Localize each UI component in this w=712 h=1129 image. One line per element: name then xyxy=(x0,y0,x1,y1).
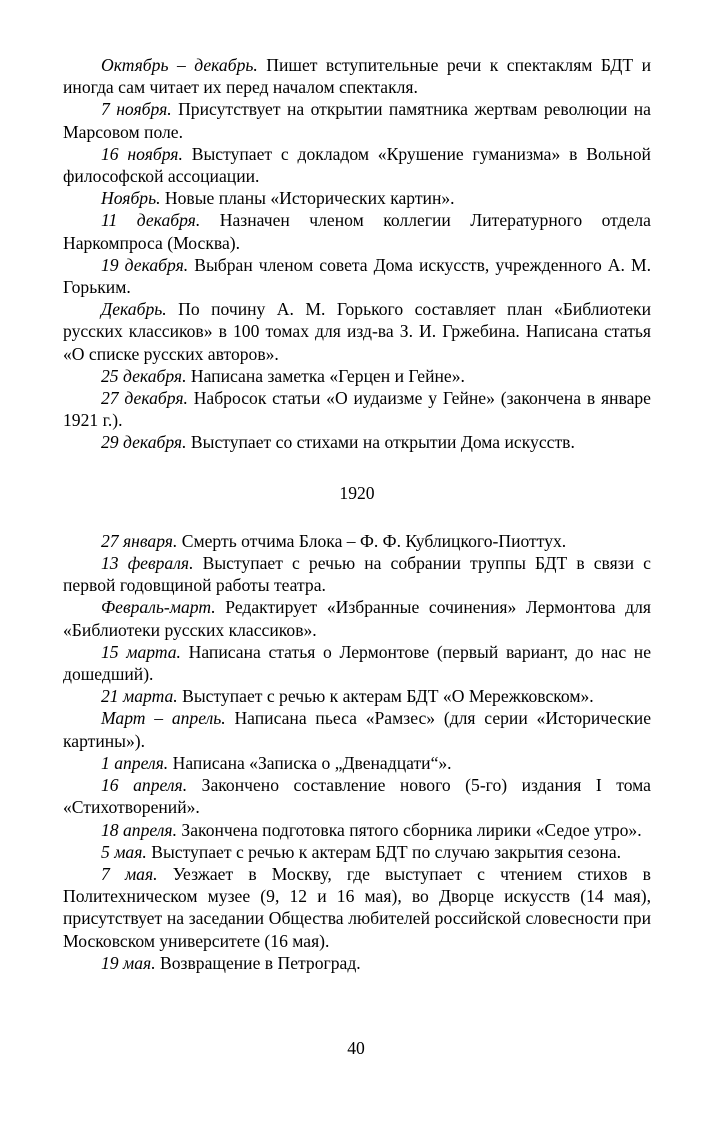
entry-text: Написана «Записка о „Двенадцати“». xyxy=(168,752,452,773)
entry-date: 16 ноября. xyxy=(101,143,183,164)
chronology-entry xyxy=(63,952,651,974)
chronology-text xyxy=(63,54,651,974)
chronology-entry xyxy=(63,187,651,209)
entry-text: Набросок статьи «О иудаизме у Гейне» (закончена в январе 1921 г.). xyxy=(63,388,651,431)
entry-text: Закончено составление нового (5-го) издания I тома «Стихотворений». xyxy=(63,775,651,818)
entry-text: Смерть отчима Блока – Ф. Ф. Кублицкого-Пиоттух. xyxy=(177,530,567,551)
entry-text: Выступает с речью к актерам БДТ по случаю закрытия сезона. xyxy=(146,841,622,862)
chronology-entry xyxy=(63,819,651,841)
chronology-entry xyxy=(63,841,651,863)
entry-date: 5 мая. xyxy=(101,841,147,862)
chronology-entry xyxy=(63,254,651,298)
entry-date: 7 ноября. xyxy=(101,99,172,120)
chronology-entry xyxy=(63,707,651,751)
entry-date: Февраль-март. xyxy=(101,597,216,618)
entry-text: Выступает со стихами на открытии Дома искусств. xyxy=(186,432,575,453)
entry-text: Написана заметка «Герцен и Гейне». xyxy=(186,365,465,386)
entry-date: 25 декабря. xyxy=(101,365,187,386)
entry-date: 11 декабря. xyxy=(101,210,201,231)
entry-date: 1 апреля. xyxy=(101,752,169,773)
entry-date: Март – апрель. xyxy=(101,708,226,729)
chronology-entry xyxy=(63,641,651,685)
chronology-entry xyxy=(63,685,651,707)
entry-text: Закончена подготовка пятого сборника лирики «Седое утро». xyxy=(177,819,642,840)
chronology-entry xyxy=(63,774,651,818)
chronology-entry xyxy=(63,431,651,453)
chronology-entry xyxy=(63,209,651,253)
entry-date: 7 мая. xyxy=(101,863,158,884)
entry-text: Присутствует на открытии памятника жертвам революции на Марсовом поле. xyxy=(63,99,651,142)
chronology-entry xyxy=(63,298,651,365)
chronology-entry xyxy=(63,98,651,142)
entry-date: 15 марта. xyxy=(101,641,181,662)
entry-date: Октябрь – декабрь. xyxy=(101,55,258,75)
page-number: 40 xyxy=(347,1038,365,1058)
entry-text: Возвращение в Петроград. xyxy=(155,952,361,973)
entry-date: 27 декабря. xyxy=(101,388,188,409)
entry-text: Выступает с речью к актерам БДТ «О Мережковском». xyxy=(177,686,594,707)
chronology-entry xyxy=(63,530,651,552)
entry-text: Редактирует «Избранные сочинения» Лермонтова для «Библиотеки русских классиков». xyxy=(63,597,651,640)
entry-text: По почину А. М. Горького составляет план «Библиотеки русских классиков» в 100 томах для изд-ва З. И. Гржебина. Написана статья «О списке русских авторов». xyxy=(63,299,651,364)
chronology-entry xyxy=(63,365,651,387)
entry-text: Выбран членом совета Дома искусств, учрежденного А. М. Горьким. xyxy=(63,254,651,298)
chronology-entry xyxy=(63,596,651,640)
entry-date: Ноябрь. xyxy=(101,188,161,209)
year-heading: 1920 xyxy=(339,482,375,503)
entry-text: Новые планы «Исторических картин». xyxy=(160,188,455,209)
entry-date: Декабрь. xyxy=(101,299,167,320)
chronology-entry xyxy=(63,752,651,774)
entry-date: 18 апреля. xyxy=(101,819,178,840)
chronology-entry xyxy=(63,552,651,596)
chronology-entry xyxy=(63,863,651,952)
entry-text: Выступает с докладом «Крушение гуманизма» в Вольной философской ассоциации. xyxy=(63,143,651,187)
chronology-entry xyxy=(63,387,651,431)
entry-text: Назначен членом коллегии Литературного отдела Наркомпроса (Москва). xyxy=(63,210,651,253)
entry-date: 13 февраля. xyxy=(101,553,194,574)
entry-date: 19 декабря. xyxy=(101,254,189,275)
entry-text: Уезжает в Москву, где выступает с чтением стихов в Политехническом музее (9, 12 и 16 мая), во Дворце искусств (14 мая), присутствует на заседании Общества любителей российской словесности при Московском университете (16 мая). xyxy=(63,863,651,951)
entry-date: 19 мая. xyxy=(101,952,156,973)
entry-date: 29 декабря. xyxy=(101,432,187,453)
entry-date: 21 марта. xyxy=(101,686,178,707)
chronology-entry xyxy=(63,143,651,187)
chronology-entry xyxy=(63,54,651,98)
entry-date: 27 января. xyxy=(101,530,178,551)
entry-text: Написана статья о Лермонтове (первый вариант, до нас не дошедший). xyxy=(63,641,652,685)
entry-text: Выступает с речью на собрании труппы БДТ в связи с первой годовщиной работы театра. xyxy=(63,553,651,596)
entry-text: Пишет вступительные речи к спектаклям БДТ и иногда сам читает их перед началом спектакля. xyxy=(63,55,651,98)
entry-text: Написана пьеса «Рамзес» (для серии «Исторические картины»). xyxy=(63,708,652,751)
entry-date: 16 апреля. xyxy=(101,775,188,796)
